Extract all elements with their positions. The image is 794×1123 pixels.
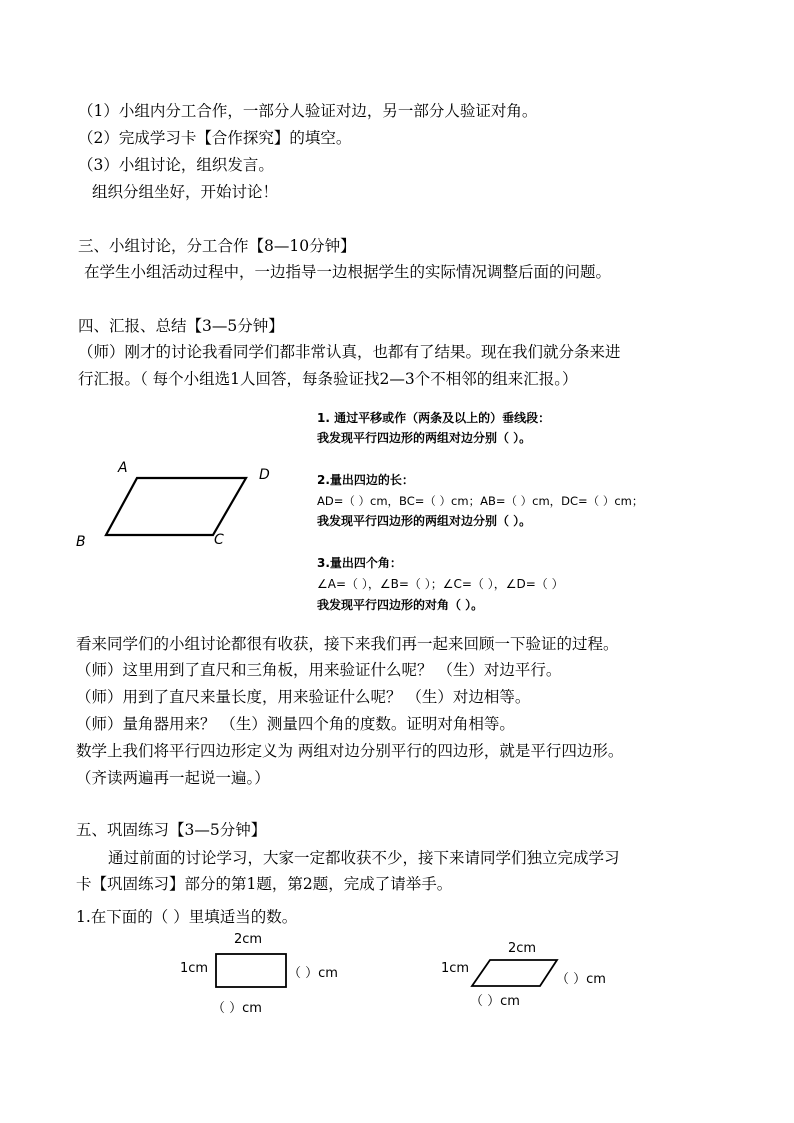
vertex-label-a: A — [118, 460, 128, 476]
exercise-parallelogram — [472, 960, 557, 986]
review-line-3: （师）用到了直尺来量长度，用来验证什么呢？ （生）对边相等。 — [76, 688, 531, 706]
section-4-para-2: 行汇报。（ 每个小组选1人回答，每条验证找2—3个不相邻的组来汇报。） — [78, 370, 578, 388]
card-line-8: 我发现平行四边形的对角（ ）。 — [317, 598, 484, 612]
card-line-5: 我发现平行四边形的两组对边分别（ ）。 — [317, 514, 532, 528]
vertex-label-b: B — [76, 534, 86, 550]
review-line-1: 看来同学们的小组讨论都很有收获，接下来我们再一起来回顾一下验证的过程。 — [76, 635, 619, 653]
section-4-heading: 四、汇报、总结【3—5分钟】 — [78, 317, 284, 335]
step-4: 组织分组坐好，开始讨论！ — [92, 183, 279, 201]
step-2: （2）完成学习卡【合作探究】的填空。 — [78, 129, 352, 147]
card-line-7: ∠A=（ ），∠B=（ ）；∠C=（ ），∠D=（ ） — [317, 577, 564, 591]
section-5-para-1: 通过前面的讨论学习，大家一定都收获不少，接下来请同学们独立完成学习 — [108, 849, 620, 867]
step-3: （3）小组讨论，组织发言。 — [78, 156, 274, 174]
para-bottom-label: （ ）cm — [470, 994, 520, 1009]
rect-top-label: 2cm — [234, 932, 263, 947]
card-line-1: 1. 通过平移或作（两条及以上的）垂线段： — [317, 411, 551, 425]
section-3-body: 在学生小组活动过程中，一边指导一边根据学生的实际情况调整后面的问题。 — [84, 263, 612, 281]
section-4-para-1: （师）刚才的讨论我看同学们都非常认真，也都有了结果。现在我们就分条来进 — [78, 343, 621, 361]
rect-bottom-label: （ ）cm — [212, 1001, 262, 1016]
step-1: （1）小组内分工合作，一部分人验证对边，另一部分人验证对角。 — [78, 102, 538, 120]
review-line-6: （齐读两遍再一起说一遍。） — [76, 769, 270, 787]
review-line-4: （师）量角器用来？ （生）测量四个角的度数。证明对角相等。 — [76, 715, 515, 733]
section-5-heading: 五、巩固练习【3—5分钟】 — [76, 821, 267, 839]
parallelogram-abcd — [106, 478, 246, 535]
card-line-4: AD=（ ）cm，BC=（ ）cm；AB=（ ）cm，DC=（ ）cm； — [317, 494, 644, 508]
card-line-3: 2.量出四边的长： — [317, 473, 414, 487]
para-left-label: 1cm — [441, 961, 470, 976]
exercise-question-1: 1.在下面的（ ）里填适当的数。 — [76, 908, 298, 926]
card-line-2: 我发现平行四边形的两组对边分别（ ）。 — [317, 431, 532, 445]
rect-right-label: （ ）cm — [288, 966, 338, 981]
review-line-2: （师）这里用到了直尺和三角板，用来验证什么呢？ （生）对边平行。 — [76, 661, 562, 679]
rect-left-label: 1cm — [180, 961, 209, 976]
para-top-label: 2cm — [508, 941, 537, 956]
para-right-label: （ ）cm — [556, 972, 606, 987]
section-5-para-2: 卡【巩固练习】部分的第1题，第2题，完成了请举手。 — [76, 875, 453, 893]
vertex-label-d: D — [259, 467, 270, 483]
review-line-5: 数学上我们将平行四边形定义为 两组对边分别平行的四边形，就是平行四边形。 — [76, 742, 624, 760]
section-3-heading: 三、小组讨论，分工合作【8—10分钟】 — [78, 237, 356, 255]
vertex-label-c: C — [214, 532, 224, 548]
card-line-6: 3.量出四个角： — [317, 556, 402, 570]
exercise-rectangle — [216, 954, 286, 987]
